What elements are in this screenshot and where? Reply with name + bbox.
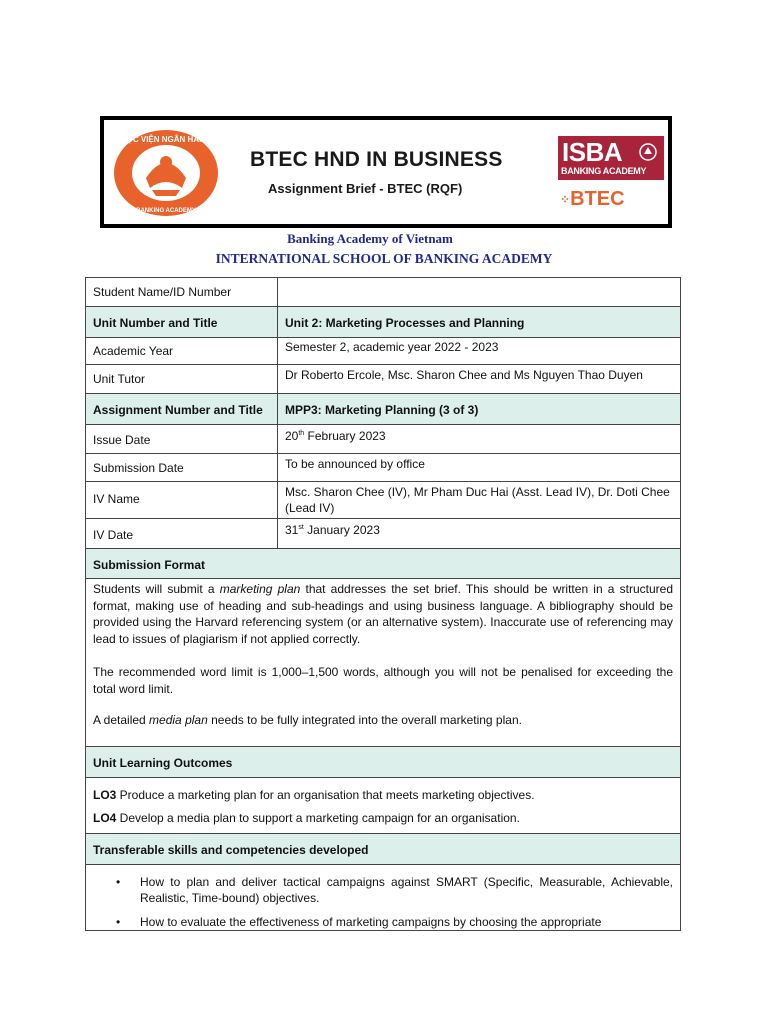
submission-paragraph-1: Students will submit a marketing plan that addresses the set brief. This should be written in a structured format, making use of heading and sub-headings and using business language. A bibliography should be provided using the Harvard referencing system (or an alternative system). Inaccurate use of referencing may lead to issues of plagiarism if not applied correctly.	[93, 582, 674, 646]
submission-paragraph-2: The recommended word limit is 1,000–1,500 words, although you will not be penalised for exceeding the total word limit.	[93, 665, 673, 696]
submission-date-label: Submission Date	[93, 461, 184, 475]
isba-logo-subtext: BANKING ACADEMY	[561, 166, 647, 176]
svg-text:BANKING ACADEMY: BANKING ACADEMY	[136, 208, 196, 214]
iv-date-label: IV Date	[93, 528, 134, 542]
submission-format-body	[86, 579, 680, 747]
list-item: • How to evaluate the effectiveness of marketing campaigns by choosing the appropriate	[116, 915, 602, 929]
list-item: • How to plan and deliver tactical campaigns against SMART (Specific, Measurable, Achievable, Realistic, Time-bound) objectives.	[116, 875, 673, 905]
table-row	[86, 482, 680, 519]
btec-logo	[560, 188, 625, 211]
submission-paragraph-3: A detailed media plan needs to be fully integrated into the overall marketing plan.	[93, 713, 522, 727]
svg-text:HỌC VIỆN NGÂN HÀNG: HỌC VIỆN NGÂN HÀNG	[120, 135, 212, 144]
tutor-value: Dr Roberto Ercole, Msc. Sharon Chee and Ms Nguyen Thao Duyen	[285, 368, 643, 382]
banner-title: BTEC HND IN BUSINESS	[250, 148, 503, 171]
student-label: Student Name/ID Number	[93, 285, 232, 299]
table-row	[86, 278, 680, 307]
tutor-label: Unit Tutor	[93, 372, 146, 386]
unit-label: Unit Number and Title	[93, 316, 218, 330]
bullet-icon: •	[116, 915, 121, 929]
outcome-lo4: LO4 Develop a media plan to support a marketing campaign for an organisation.	[93, 811, 520, 825]
isba-logo	[558, 136, 664, 180]
skills-body	[86, 865, 680, 931]
iv-name-value: Msc. Sharon Chee (IV), Mr Pham Duc Hai (Asst. Lead IV), Dr. Doti Chee (Lead IV)	[285, 485, 670, 515]
banking-academy-seal-icon	[112, 128, 220, 218]
table-row	[86, 338, 680, 365]
btec-dots-icon: ⁘	[560, 192, 571, 207]
year-value: Semester 2, academic year 2022 - 2023	[285, 340, 499, 354]
assignment-label: Assignment Number and Title	[93, 403, 263, 417]
banner-subtitle: Assignment Brief - BTEC (RQF)	[268, 181, 463, 196]
submission-date-value: To be announced by office	[285, 457, 425, 471]
btec-logo-text: BTEC	[570, 188, 625, 210]
iv-date-value: 31st January 2023	[285, 523, 380, 537]
outcomes-heading: Unit Learning Outcomes	[93, 756, 233, 770]
table-row	[86, 454, 680, 482]
header-banner	[100, 116, 672, 228]
assignment-brief-table	[85, 277, 681, 931]
outcome-lo3: LO3 Produce a marketing plan for an organisation that meets marketing objectives.	[93, 788, 535, 802]
assignment-value: MPP3: Marketing Planning (3 of 3)	[285, 403, 479, 417]
table-row	[86, 307, 680, 338]
submission-format-heading: Submission Format	[93, 558, 206, 572]
unit-value: Unit 2: Marketing Processes and Planning	[285, 316, 525, 330]
skills-heading: Transferable skills and competencies developed	[93, 843, 369, 857]
year-label: Academic Year	[93, 344, 174, 358]
outcomes-heading-row	[86, 747, 680, 778]
submission-format-heading-row	[86, 549, 680, 579]
academy-name: Banking Academy of Vietnam	[287, 231, 453, 246]
isba-logo-text: ISBA	[562, 137, 623, 167]
isba-emblem-icon	[638, 142, 658, 162]
issue-date-label: Issue Date	[93, 433, 151, 447]
school-name: INTERNATIONAL SCHOOL OF BANKING ACADEMY	[215, 251, 553, 266]
table-row	[86, 394, 680, 425]
skills-heading-row	[86, 834, 680, 865]
table-row	[86, 365, 680, 394]
bullet-icon: •	[116, 875, 121, 889]
iv-name-label: IV Name	[93, 492, 140, 506]
issue-date-value: 20th February 2023	[285, 429, 386, 443]
table-row	[86, 519, 680, 549]
table-row	[86, 425, 680, 454]
outcomes-body	[86, 778, 680, 834]
